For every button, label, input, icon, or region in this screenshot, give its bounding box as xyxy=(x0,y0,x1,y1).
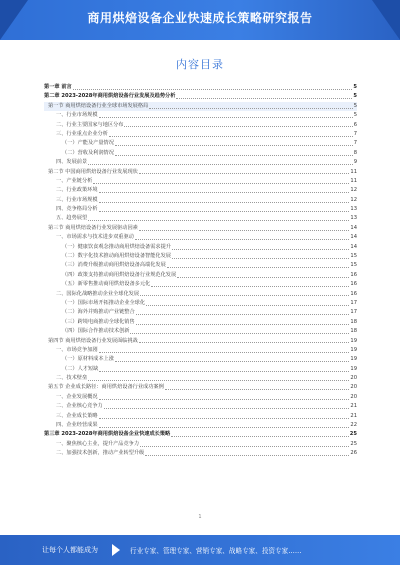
toc-entry-label: （二）营收及利润情况 xyxy=(62,149,114,156)
toc-entry-page: 6 xyxy=(353,121,357,128)
toc-dot-leader xyxy=(88,164,353,165)
toc-entry-page: 5 xyxy=(353,93,357,100)
toc-entry-page: 19 xyxy=(350,337,357,344)
toc-entry[interactable] xyxy=(44,158,357,167)
toc-entry[interactable] xyxy=(44,102,357,111)
toc-entry-page: 20 xyxy=(350,384,357,391)
toc-entry-label: 一、企业发展概况 xyxy=(56,393,98,400)
toc-dot-leader xyxy=(136,314,350,315)
toc-entry[interactable] xyxy=(44,121,357,130)
footer-slogan: 让每个人都能成为 xyxy=(42,546,98,554)
toc-entry-label: 三、企业成长策略 xyxy=(56,412,98,419)
toc-dot-leader xyxy=(139,342,350,343)
toc-entry-label: 第五节 企业成长路径：商用烘焙设备行业成功案例 xyxy=(48,384,164,391)
toc-entry-page: 15 xyxy=(350,262,357,269)
toc-entry-page: 13 xyxy=(350,215,357,222)
toc-entry-page: 11 xyxy=(350,168,357,175)
header-banner xyxy=(0,0,400,40)
toc-entry[interactable] xyxy=(44,130,357,139)
toc-entry-page: 14 xyxy=(350,224,357,231)
toc-entry[interactable] xyxy=(44,111,357,120)
toc-entry[interactable] xyxy=(44,318,357,327)
toc-entry-label: 五、趋势展望 xyxy=(56,215,88,222)
toc-entry-label: 一、产业链分析 xyxy=(56,177,93,184)
toc-dot-leader xyxy=(93,183,349,184)
toc-dot-leader xyxy=(130,333,349,334)
toc-entry-label: （二）海外并购推动产业链整合 xyxy=(62,309,135,316)
toc-entry[interactable] xyxy=(44,196,357,205)
toc-entry-label: 二、国际化战略推动企业全球化发展 xyxy=(56,290,140,297)
toc-entry[interactable] xyxy=(44,252,357,261)
toc-dot-leader xyxy=(99,371,349,372)
toc-dot-leader xyxy=(115,361,350,362)
toc-entry-label: 四、竞争格局分析 xyxy=(56,206,98,213)
toc-entry[interactable] xyxy=(44,92,357,101)
toc-dot-leader xyxy=(145,455,349,456)
toc-dot-leader xyxy=(177,277,349,278)
toc-entry[interactable] xyxy=(44,402,357,411)
toc-entry-page: 26 xyxy=(350,450,357,457)
toc-entry-page: 17 xyxy=(350,309,357,316)
page-number: 1 xyxy=(198,514,202,520)
toc-entry[interactable] xyxy=(44,393,357,402)
toc-dot-leader xyxy=(140,446,349,447)
toc-entry-page: 21 xyxy=(350,412,357,419)
toc-dot-leader xyxy=(99,418,350,419)
toc-entry-label: 三、行业市场规模 xyxy=(56,196,98,203)
toc-entry-label: （三）跨境电商推动全球化销售 xyxy=(62,318,135,325)
table-of-contents xyxy=(44,83,357,459)
toc-entry-label: 四、企业经营成果 xyxy=(56,422,98,429)
toc-entry-page: 9 xyxy=(353,159,357,166)
toc-entry-page: 12 xyxy=(350,196,357,203)
toc-dot-leader xyxy=(104,408,350,409)
toc-entry-label: （五）新零售推动商用烘焙设备多元化 xyxy=(62,281,151,288)
toc-entry[interactable] xyxy=(44,440,357,449)
toc-entry-label: （二）人才短缺 xyxy=(62,365,99,372)
toc-dot-leader xyxy=(115,155,353,156)
toc-entry-page: 18 xyxy=(350,328,357,335)
toc-entry-label: （四）政策支持推动商用烘焙设备行业规范化发展 xyxy=(62,271,177,278)
toc-entry[interactable] xyxy=(44,290,357,299)
toc-entry[interactable] xyxy=(44,299,357,308)
toc-entry-page: 18 xyxy=(350,318,357,325)
toc-entry[interactable] xyxy=(44,205,357,214)
toc-entry[interactable] xyxy=(44,449,357,458)
toc-entry-label: 一、聚焦核心主业，提升产品竞争力 xyxy=(56,440,140,447)
toc-dot-leader xyxy=(139,230,350,231)
toc-dot-leader xyxy=(99,427,350,428)
toc-dot-leader xyxy=(88,380,349,381)
toc-entry-label: 第三章 2023-2028年商用烘焙设备企业快速成长策略 xyxy=(44,431,171,438)
toc-entry[interactable] xyxy=(44,280,357,289)
toc-entry-label: 一、行业市场规模 xyxy=(56,112,98,119)
toc-dot-leader xyxy=(99,399,350,400)
toc-entry-page: 16 xyxy=(350,281,357,288)
toc-dot-leader xyxy=(140,295,349,296)
toc-entry[interactable] xyxy=(44,139,357,148)
toc-dot-leader xyxy=(88,220,349,221)
toc-entry[interactable] xyxy=(44,355,357,364)
toc-dot-leader xyxy=(172,258,349,259)
toc-entry-page: 16 xyxy=(350,271,357,278)
toc-entry-label: （二）数字化技术推动商用烘焙设备智能化发展 xyxy=(62,253,171,260)
toc-dot-leader xyxy=(99,352,350,353)
toc-entry-page: 5 xyxy=(353,102,357,109)
toc-entry[interactable] xyxy=(44,337,357,346)
toc-entry-label: 四、发展前景 xyxy=(56,159,88,166)
toc-entry-label: （四）国际合作推动技术创新 xyxy=(62,328,130,335)
toc-dot-leader xyxy=(99,211,350,212)
report-title: 商用烘焙设备企业快速成长策略研究报告 xyxy=(87,11,313,25)
toc-entry-label: （一）原材料成本上涨 xyxy=(62,356,114,363)
toc-entry[interactable] xyxy=(44,233,357,242)
toc-dot-leader xyxy=(171,436,349,437)
toc-entry-page: 14 xyxy=(350,234,357,241)
toc-entry[interactable] xyxy=(44,384,357,393)
toc-entry-label: （一）国际市场开拓推动企业全球化 xyxy=(62,299,146,306)
toc-dot-leader xyxy=(99,192,350,193)
toc-dot-leader xyxy=(149,108,352,109)
toc-dot-leader xyxy=(124,126,352,127)
toc-entry-label: 第三节 商用烘焙设备行业发展驱动因素 xyxy=(48,224,138,231)
toc-dot-leader xyxy=(176,98,352,99)
toc-entry-page: 17 xyxy=(350,299,357,306)
toc-entry-page: 19 xyxy=(350,356,357,363)
toc-entry-label: （三）消费升级推动商用烘焙设备高端化发展 xyxy=(62,262,166,269)
toc-entry[interactable] xyxy=(44,271,357,280)
toc-entry[interactable] xyxy=(44,186,357,195)
toc-entry-page: 20 xyxy=(350,375,357,382)
toc-entry[interactable] xyxy=(44,177,357,186)
toc-dot-leader xyxy=(146,305,349,306)
toc-entry-label: 二、技术壁垒 xyxy=(56,375,88,382)
toc-entry-page: 16 xyxy=(350,290,357,297)
toc-entry[interactable] xyxy=(44,83,357,92)
toc-entry-page: 20 xyxy=(350,393,357,400)
toc-dot-leader xyxy=(109,136,353,137)
toc-dot-leader xyxy=(99,202,350,203)
toc-entry[interactable] xyxy=(44,243,357,252)
toc-entry[interactable] xyxy=(44,365,357,374)
toc-entry-page: 25 xyxy=(349,431,357,438)
toc-entry-label: 二、加强技术创新，推动产业转型升级 xyxy=(56,450,145,457)
toc-entry-page: 21 xyxy=(350,403,357,410)
toc-entry-page: 13 xyxy=(350,206,357,213)
toc-entry[interactable] xyxy=(44,327,357,336)
toc-dot-leader xyxy=(115,145,353,146)
footer-expert-list: 行业专家、管理专家、营销专家、战略专家、投资专家…… xyxy=(130,547,302,555)
toc-dot-leader xyxy=(167,267,350,268)
toc-entry-page: 11 xyxy=(350,177,357,184)
toc-entry-page: 7 xyxy=(353,140,357,147)
toc-entry-page: 12 xyxy=(350,187,357,194)
toc-entry-page: 5 xyxy=(353,112,357,119)
toc-heading: 内容目录 xyxy=(176,58,224,71)
toc-entry-label: 二、企业核心竞争力 xyxy=(56,403,103,410)
toc-entry[interactable] xyxy=(44,224,357,233)
toc-entry-page: 8 xyxy=(353,149,357,156)
toc-dot-leader xyxy=(165,389,350,390)
toc-dot-leader xyxy=(139,173,350,174)
toc-entry[interactable] xyxy=(44,374,357,383)
toc-entry-page: 19 xyxy=(350,346,357,353)
toc-entry-label: 第一章 前言 xyxy=(44,83,72,90)
toc-entry-label: 二、行业主要国家与地区分布 xyxy=(56,121,124,128)
toc-dot-leader xyxy=(99,117,353,118)
footer-banner xyxy=(0,535,400,565)
toc-entry-label: 第四节 商用烘焙设备行业发展面临挑战 xyxy=(48,337,138,344)
arrow-right-icon xyxy=(112,544,120,556)
toc-entry-page: 15 xyxy=(350,253,357,260)
toc-entry[interactable] xyxy=(44,168,357,177)
toc-entry-label: 三、行业重点企业分析 xyxy=(56,130,108,137)
toc-entry-page: 19 xyxy=(350,365,357,372)
toc-dot-leader xyxy=(136,324,350,325)
toc-entry-label: 第二节 中国商用烘焙设备行业发展现状 xyxy=(48,168,138,175)
toc-entry[interactable] xyxy=(44,149,357,158)
toc-entry[interactable] xyxy=(44,430,357,439)
toc-entry[interactable] xyxy=(44,412,357,421)
toc-dot-leader xyxy=(151,286,349,287)
toc-entry-label: 二、行业政策环境 xyxy=(56,187,98,194)
toc-entry-page: 25 xyxy=(350,440,357,447)
toc-entry-page: 5 xyxy=(353,83,357,90)
toc-dot-leader xyxy=(135,239,350,240)
toc-entry-label: 第一节 商用烘焙设备行业全球市场发展格局 xyxy=(48,102,149,109)
toc-entry-page: 22 xyxy=(350,422,357,429)
toc-entry[interactable] xyxy=(44,421,357,430)
toc-entry-page: 7 xyxy=(353,130,357,137)
toc-entry-label: 一、市场竞争加剧 xyxy=(56,346,98,353)
toc-entry[interactable] xyxy=(44,214,357,223)
toc-dot-leader xyxy=(172,249,349,250)
toc-entry-label: 第二章 2023-2028年商用烘焙设备行业发展及趋势分析 xyxy=(44,93,176,100)
toc-entry[interactable] xyxy=(44,261,357,270)
toc-entry-label: 一、市场需求与技术进步双重驱动 xyxy=(56,234,134,241)
toc-entry[interactable] xyxy=(44,308,357,317)
toc-entry-page: 14 xyxy=(350,243,357,250)
toc-entry-label: （一）产能及产量情况 xyxy=(62,140,114,147)
toc-entry-label: （一）健康饮食观念推动商用烘焙设备需求提升 xyxy=(62,243,171,250)
toc-dot-leader xyxy=(73,89,353,90)
toc-entry[interactable] xyxy=(44,346,357,355)
